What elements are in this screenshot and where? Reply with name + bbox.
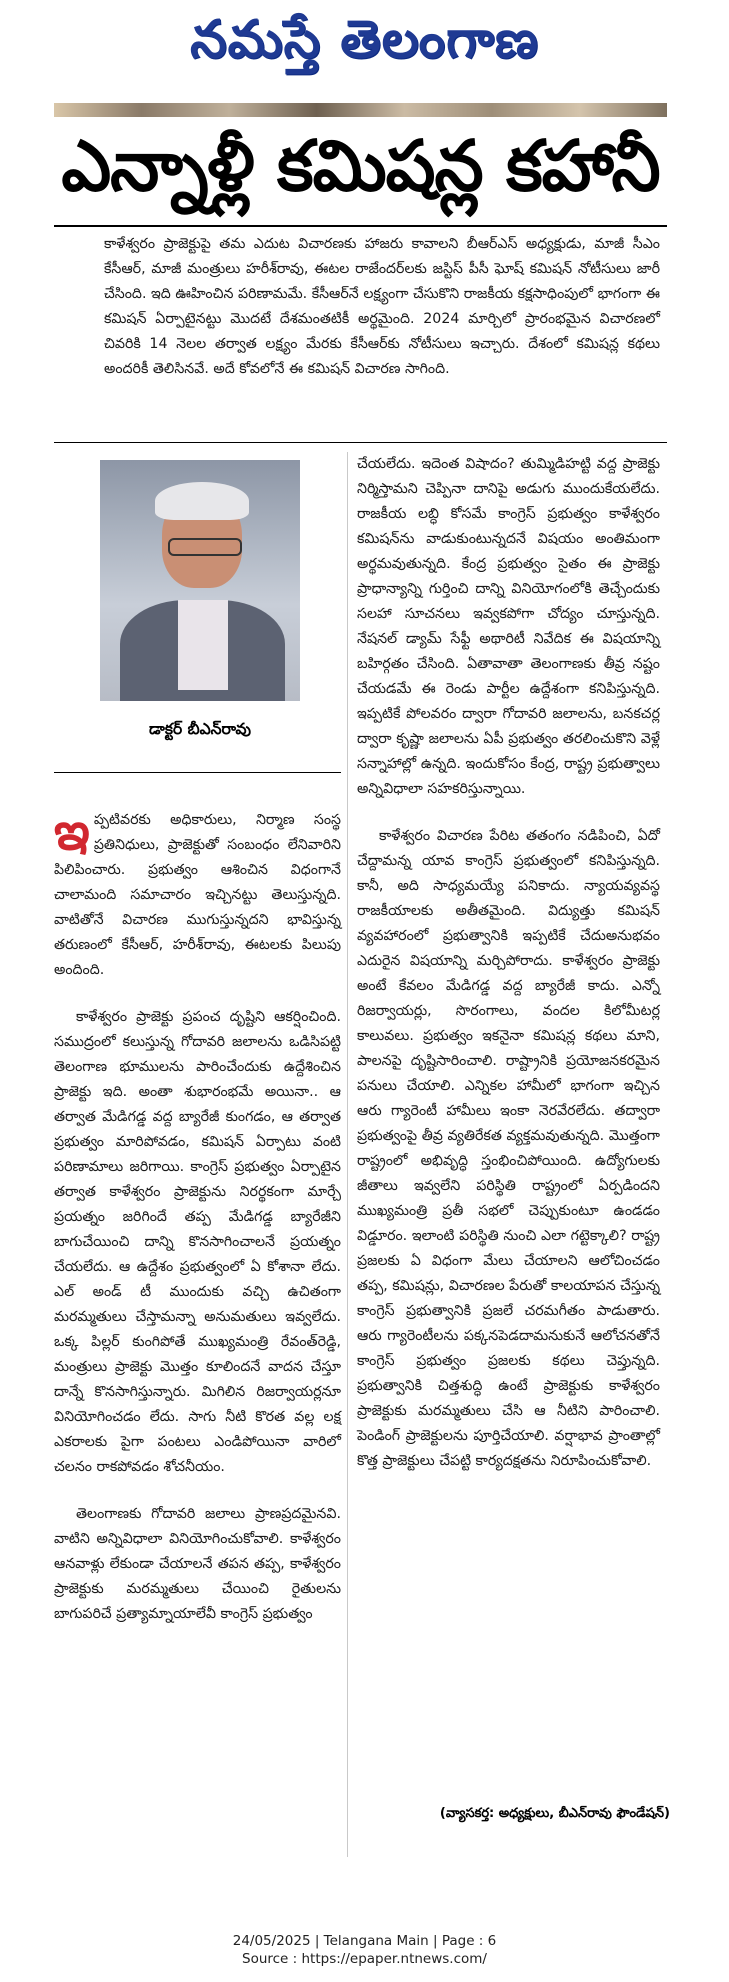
footer-source-line: Source : https://epaper.ntnews.com/ xyxy=(242,1951,487,1967)
left-column xyxy=(54,802,341,1649)
right-column xyxy=(357,452,660,1496)
author-glasses xyxy=(168,538,242,556)
headline-text: ఎన్నాళ్లీ కమిషన్ల కహానీ xyxy=(61,124,660,207)
headline-rule xyxy=(54,225,667,227)
left-paragraph: కాళేశ్వరం ప్రాజెక్టు ప్రపంచ దృష్టిని ఆకర్షించింది. సముద్రంలో కలుస్తున్న గోదావరి జలాలను ఒడిసిపట్టి తెలంగాణ భూములను పారించేందుకు ఉద్దేశించిన ప్రాజెక్టు ఇది. అంతా శుభారంభమే అయినా.. ఆ తర్వాత మేడిగడ్డ వద్ద బ్యారేజీ కుంగడం, ఆ తర్వాత ప్రభుత్వం మారిపోవడం, కమిషన్ ఏర్పాటు వంటి పరిణామాలు జరిగాయి. కాంగ్రెస్ ప్రభుత్వం ఏర్పాటైన తర్వాత కాళేశ్వరం ప్రాజెక్టును నిరర్థకంగా మార్చే ప్రయత్నం జరిగిందే తప్ప మేడిగడ్డ బ్యారేజీని బాగుచేయించి దాన్ని కొనసాగించాలనే ప్రయత్నం చేయలేదు. ఆ ఉద్దేశం ప్రభుత్వంలో ఏ కోశానా లేదు. ఎల్ అండ్ టీ ముందుకు వచ్చి ఉచితంగా మరమ్మతులు చేస్తామన్నా అనుమతులు ఇవ్వలేదు. ఒక్క పిల్లర్ కుంగిపోతే ముఖ్యమంత్రి రేవంత్‌రెడ్డి, మంత్రులు ప్రాజెక్టు మొత్తం కూలిందనే వాదన చేస్తూ దాన్నే కొనసాగిస్తున్నారు. మిగిలిన రిజర్వాయర్లనూ వినియోగించడం లేదు. సాగు నీటి కొరత వల్ల లక్ష ఎకరాలకు పైగా పంటలు ఎండిపోయినా వారిలో చలనం రాకపోవడం శోచనీయం. xyxy=(54,1009,341,1475)
footer xyxy=(0,1932,729,1968)
masthead xyxy=(0,0,729,92)
left-paragraph-text: ప్పటివరకు అధికారులు, నిర్మాణ సంస్థ ప్రతినిధులు, ప్రాజెక్టుతో సంబంధం లేనివారిని పిలిపించారు. ప్రభుత్వం ఆశించిన విధంగానే చాలామంది సమాచారం ఇచ్చినట్టు తెలుస్తున్నది. వాటితోనే విచారణ ముగుస్తున్నదని భావిస్తున్న తరుణంలో కేసీఆర్, హరీశ్‌రావు, ఈటలకు పిలుపు అందింది. xyxy=(54,812,341,978)
intro-paragraph: కాళేశ్వరం ప్రాజెక్టుపై తమ ఎదుట విచారణకు హాజరు కావాలని బీఆర్ఎస్ అధ్యక్షుడు, మాజీ సీఎం కేసీఆర్, మాజీ మంత్రులు హరీశ్‌రావు, ఈటల రాజేందర్‌లకు జస్టిస్ పీసీ ఘోష్ కమిషన్ నోటీసులు జారీ చేసింది. ఇది ఊహించిన పరిణామమే. కేసీఆర్‌నే లక్ష్యంగా చేసుకొని రాజకీయ కక్షసాధింపులో భాగంగా ఈ కమిషన్ ఏర్పాటైనట్టు మొదటే దేశమంతటికీ అర్థమైంది. 2024 మార్చిలో ప్రారంభమైన విచారణలో చివరికి 14 నెలల తర్వాత లక్ష్యం మేరకు కేసీఆర్‌కు నోటీసులు ఇచ్చారు. దేశంలో కమిషన్ల కథలు అందరికీ తెలిసినవే. అదే కోవలోనే ఈ కమిషన్ విచారణ సాగింది. xyxy=(104,236,660,377)
dropcap-letter: ఇ xyxy=(54,802,90,862)
column-divider xyxy=(347,452,348,1857)
footer-date-line: 24/05/2025 | Telangana Main | Page : 6 xyxy=(232,1933,497,1949)
left-paragraph xyxy=(54,802,341,983)
masthead-title: నమస్తే తెలంగాణ xyxy=(190,9,539,70)
left-paragraph: తెలంగాణకు గోదావరి జలాలు ప్రాణప్రదమైనవి. వాటిని అన్నివిధాలా వినియోగించుకోవాలి. కాళేశ్వరం ఆనవాళ్లు లేకుండా చేయాలనే తపన తప్ప, కాళేశ్వరం ప్రాజెక్టుకు మరమ్మతులు చేయించి రైతులను బాగుపరిచే ప్రత్యామ్నాయాలేవీ కాంగ్రెస్ ప్రభుత్వం xyxy=(54,1506,341,1622)
author-rule xyxy=(54,772,341,773)
right-paragraph: చేయలేదు. ఇదెంత విషాదం? తుమ్మిడిహట్టి వద్ద ప్రాజెక్టు నిర్మిస్తామని చెప్పినా దానిపై అడుగు ముందుకేయలేదు. రాజకీయ లబ్ధి కోసమే కాంగ్రెస్ ప్రభుత్వం కాళేశ్వరం కమిషన్‌ను వాడుకుంటున్నదనే విషయం అంతిమంగా అర్థమవుతున్నది. కేంద్ర ప్రభుత్వం సైతం ఈ ప్రాజెక్టు ప్రాధాన్యాన్ని గుర్తించి దాన్ని వినియోగంలోకి తెచ్చేందుకు సలహా సూచనలు ఇవ్వకపోగా చోద్యం చూస్తున్నది. నేషనల్ డ్యామ్ సేఫ్టీ అథారిటీ నివేదిక ఈ విషయాన్ని బహిర్గతం చేసింది. ఏతావాతా తెలంగాణకు తీవ్ర నష్టం చేయడమే ఈ రెండు పార్టీల ఉద్దేశంగా కనిపిస్తున్నది. ఇప్పటికే పోలవరం ద్వారా గోదావరి జలాలను, బనకచర్ల ద్వారా కృష్ణా జలాలను ఏపీ ప్రభుత్వం తరలించుకొని వెళ్లే సన్నాహాల్లో ఉన్నది. ఇందుకోసం కేంద్ర, రాష్ట్ర ప్రభుత్వాలు అన్నివిధాలా సహకరిస్తున్నాయి. xyxy=(357,456,660,797)
headline xyxy=(54,124,667,224)
image-strip xyxy=(54,103,667,117)
author-hair xyxy=(155,482,249,520)
intro-rule xyxy=(54,442,667,443)
author-shirt xyxy=(178,600,228,690)
right-paragraph: కాళేశ్వరం విచారణ పేరిట తతంగం నడిపించి, ఏదో చేద్దామన్న యావ కాంగ్రెస్ ప్రభుత్వంలో కనిపిస్తున్నది. కానీ, అది సాధ్యమయ్యే పనికాదు. న్యాయవ్యవస్థ రాజకీయాలకు అతీతమైంది. విద్యుత్తు కమిషన్ వ్యవహారంలో ప్రభుత్వానికి ఇప్పటికే చేదుఅనుభవం ఎదురైన విషయాన్ని మర్చిపోరాదు. కాళేశ్వరం ప్రాజెక్టు అంటే కేవలం మేడిగడ్డ వద్ద బ్యారేజీ కాదు. ఎన్నో రిజర్వాయర్లు, సొరంగాలు, వందల కిలోమీటర్ల కాలువలు. ప్రభుత్వం ఇకనైనా కమిషన్ల కథలు మాని, పాలనపై దృష్టిసారించాలి. రాష్ట్రానికి ప్రయోజనకరమైన పనులు చేయాలి. ఎన్నికల హామీలో భాగంగా ఇచ్చిన ఆరు గ్యారెంటీ హామీలు ఇంకా నెరవేరలేదు. తద్వారా ప్రభుత్వంపై తీవ్ర వ్యతిరేకత వ్యక్తమవుతున్నది. మొత్తంగా రాష్ట్రంలో అభివృద్ధి స్తంభించిపోయింది. ఉద్యోగులకు జీతాలు ఇవ్వలేని పరిస్థితి రాష్ట్రంలో ఏర్పడిందని ముఖ్యమంత్రి ప్రతీ సభలో చెప్పుకుంటూ ఉండడం విడ్డూరం. ఇలాంటి పరిస్థితి నుంచి ఎలా గట్టెక్కాలి? రాష్ట్ర ప్రజలకు ఏ విధంగా మేలు చేయాలని ఆలోచించడం తప్ప, కమిషన్లు, విచారణల పేరుతో కాలయాపన చేస్తున్న కాంగ్రెస్ ప్రభుత్వానికి ప్రజలే చరమగీతం పాడుతారు. ఆరు గ్యారెంటీలను పక్కనపెడదామనుకునే ఆలోచనతోనే కాంగ్రెస్ ప్రభుత్వం ప్రజలకు కథలు చెప్తున్నది. ప్రభుత్వానికి చిత్తశుద్ధి ఉంటే ప్రాజెక్టుకు కాళేశ్వరం ప్రాజెక్టుకు మరమ్మతులు చేసి ఆ నీటిని పారించాలి. పెండింగ్ ప్రాజెక్టులను పూర్తిచేయాలి. వర్షాభావ ప్రాంతాల్లో కొత్త ప్రాజెక్టులు చేపట్టి కార్యదక్షతను నిరూపించుకోవాలి. xyxy=(357,828,661,1469)
author-byline: (వ్యాసకర్త: అధ్యక్షులు, బీఎన్‌రావు ఫౌండేషన్) xyxy=(439,1806,670,1821)
author-photo xyxy=(100,460,300,701)
author-name: డాక్టర్ బీఎన్‌రావు xyxy=(149,720,251,738)
